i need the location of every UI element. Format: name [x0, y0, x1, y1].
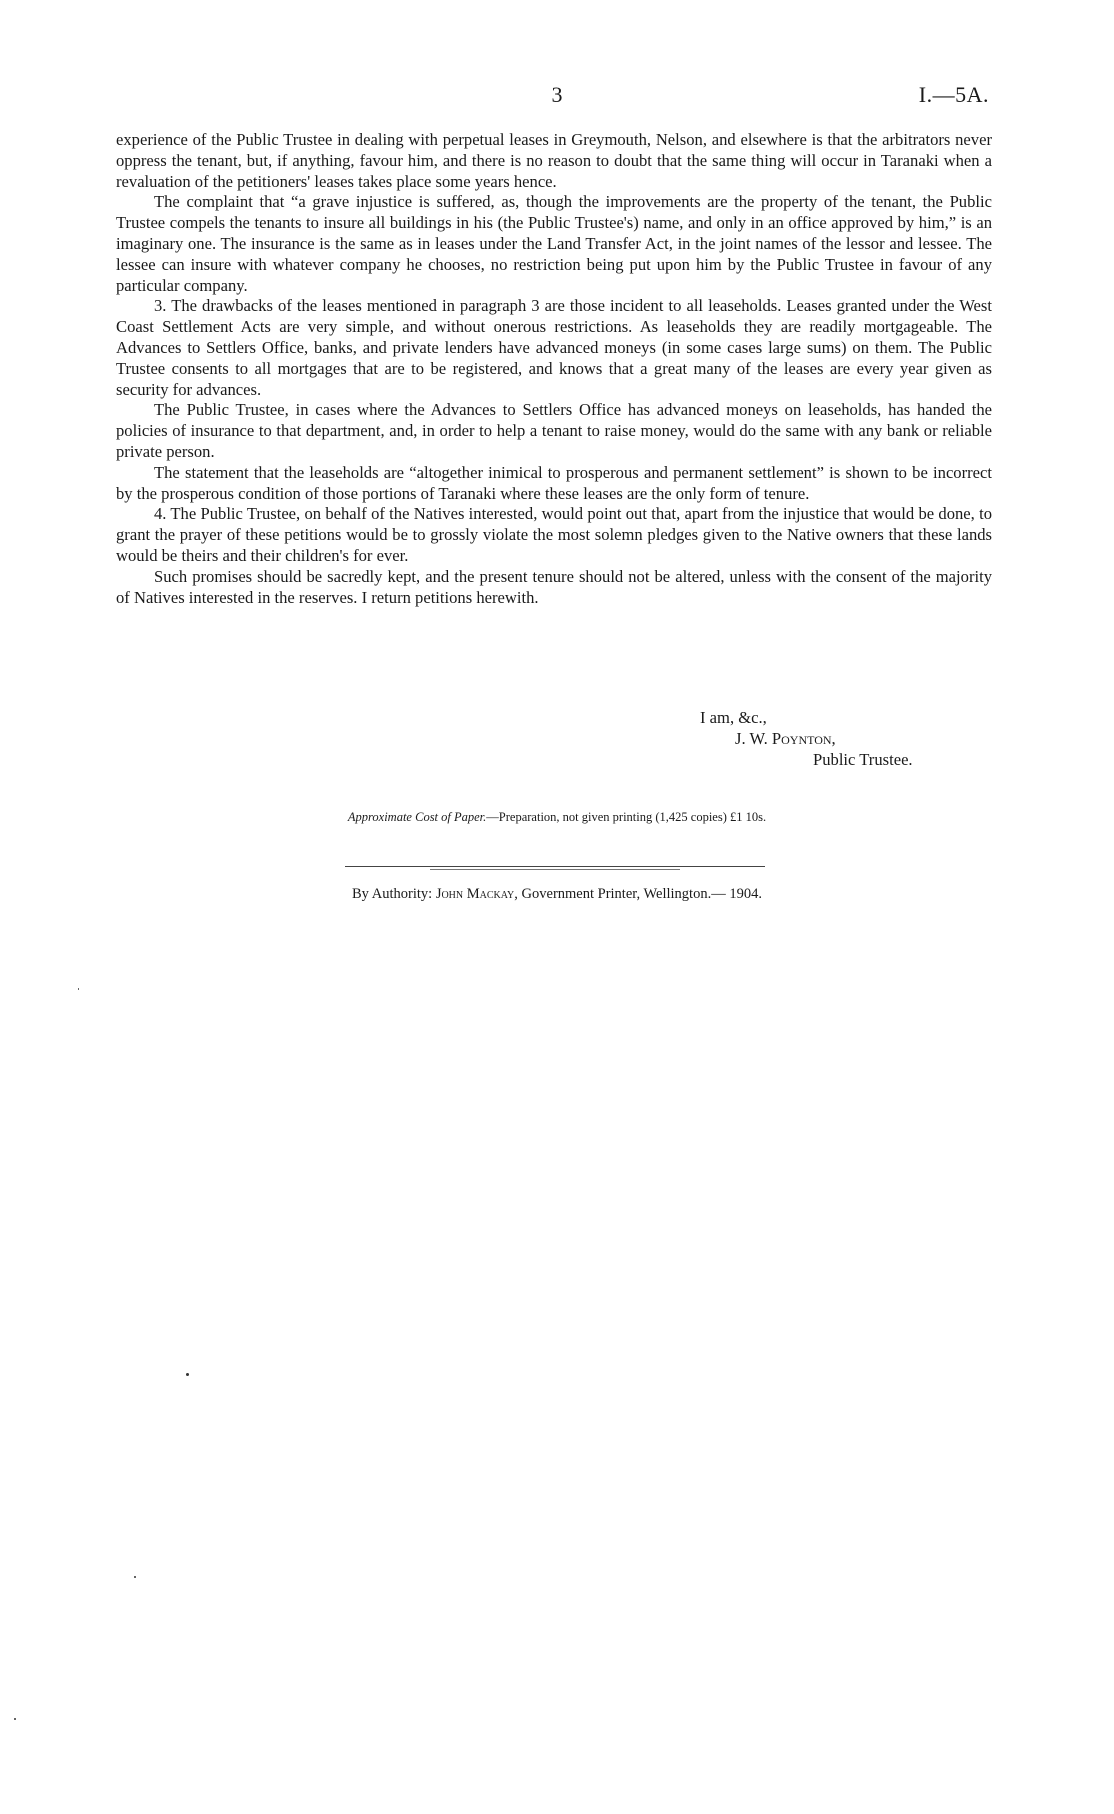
- divider-rule-short: [430, 869, 680, 870]
- printer-imprint: [0, 886, 1114, 903]
- signatory-title: Public Trustee.: [813, 750, 913, 769]
- scan-speck: [186, 1373, 189, 1376]
- paragraph: Such promises should be sacredly kept, and the present tenure should not be altered, unless with the consent of the majority of Natives interested in the reserves. I return petitions herewith.: [116, 566, 992, 607]
- cost-of-paper-note: [0, 810, 1114, 825]
- scan-speck: [134, 1576, 136, 1578]
- cost-label: Approximate Cost of Paper.: [347, 810, 487, 824]
- paragraph: 3. The drawbacks of the leases mentioned in paragraph 3 are those incident to all leaseholds. Leases granted under the West Coast Settlement Acts are very simple, and without onerous restrictions. As leaseholds they are readily mortgageable. The Advances to Settlers Office, banks, and private lenders have advanced moneys (in some cases large sums) on them. The Public Trustee consents to all mortgages that are to be registered, and knows that a great many of the leases are every year given as security for advances.: [116, 296, 992, 399]
- page-number: 3: [551, 82, 563, 107]
- paragraph: 4. The Public Trustee, on behalf of the Natives interested, would point out that, apart from the injustice that would be done, to grant the prayer of these petitions would be to grossly violate the most solemn pledges given to the Native owners that these lands would be theirs and their children's for ever.: [116, 504, 992, 565]
- document-reference: I.—5A.: [918, 82, 989, 107]
- paragraph: The Public Trustee, in cases where the Advances to Settlers Office has advanced moneys on leaseholds, has handed the policies of insurance to that department, and, in order to help a tenant to raise money, would do the same with any bank or reliable private person.: [116, 400, 992, 461]
- authority-prefix: By Authority:: [352, 886, 433, 902]
- paragraph: experience of the Public Trustee in dealing with perpetual leases in Greymouth, Nelson, and elsewhere is that the arbitrators never oppress the tenant, but, if anything, favour him, and there is no reason to doubt that the same thing will occur in Taranaki when a revaluation of the petitioners' leases takes place some years hence.: [116, 130, 992, 191]
- divider-rule: [345, 866, 765, 867]
- scan-speck: [78, 988, 79, 990]
- closing-salutation: I am, &c.,: [700, 708, 767, 727]
- body-text: [116, 130, 992, 608]
- signature: J. W. Poynton,: [735, 729, 836, 748]
- authority-suffix: Government Printer, Wellington.— 1904.: [521, 886, 762, 902]
- paragraph: The complaint that “a grave injustice is suffered, as, though the improvements are the property of the tenant, the Public Trustee compels the tenants to insure all buildings in his (the Public Trustee's) name, and only in an office approved by him,” is an imaginary one. The insurance is the same as in leases under the Land Transfer Act, in the joint names of the lessor and lessee. The lessee can insure with whatever company he chooses, no restriction being put upon him by the Public Trustee in favour of any particular company.: [116, 192, 992, 295]
- paragraph: The statement that the leaseholds are “altogether inimical to prosperous and permanent settlement” is shown to be incorrect by the prosperous condition of those portions of Taranaki where these leases are the only form of tenure.: [116, 462, 992, 503]
- cost-text: —Preparation, not given printing (1,425 copies) £1 10s.: [486, 810, 767, 824]
- printer-name: John Mackay,: [435, 886, 518, 902]
- scan-speck: [14, 1718, 16, 1720]
